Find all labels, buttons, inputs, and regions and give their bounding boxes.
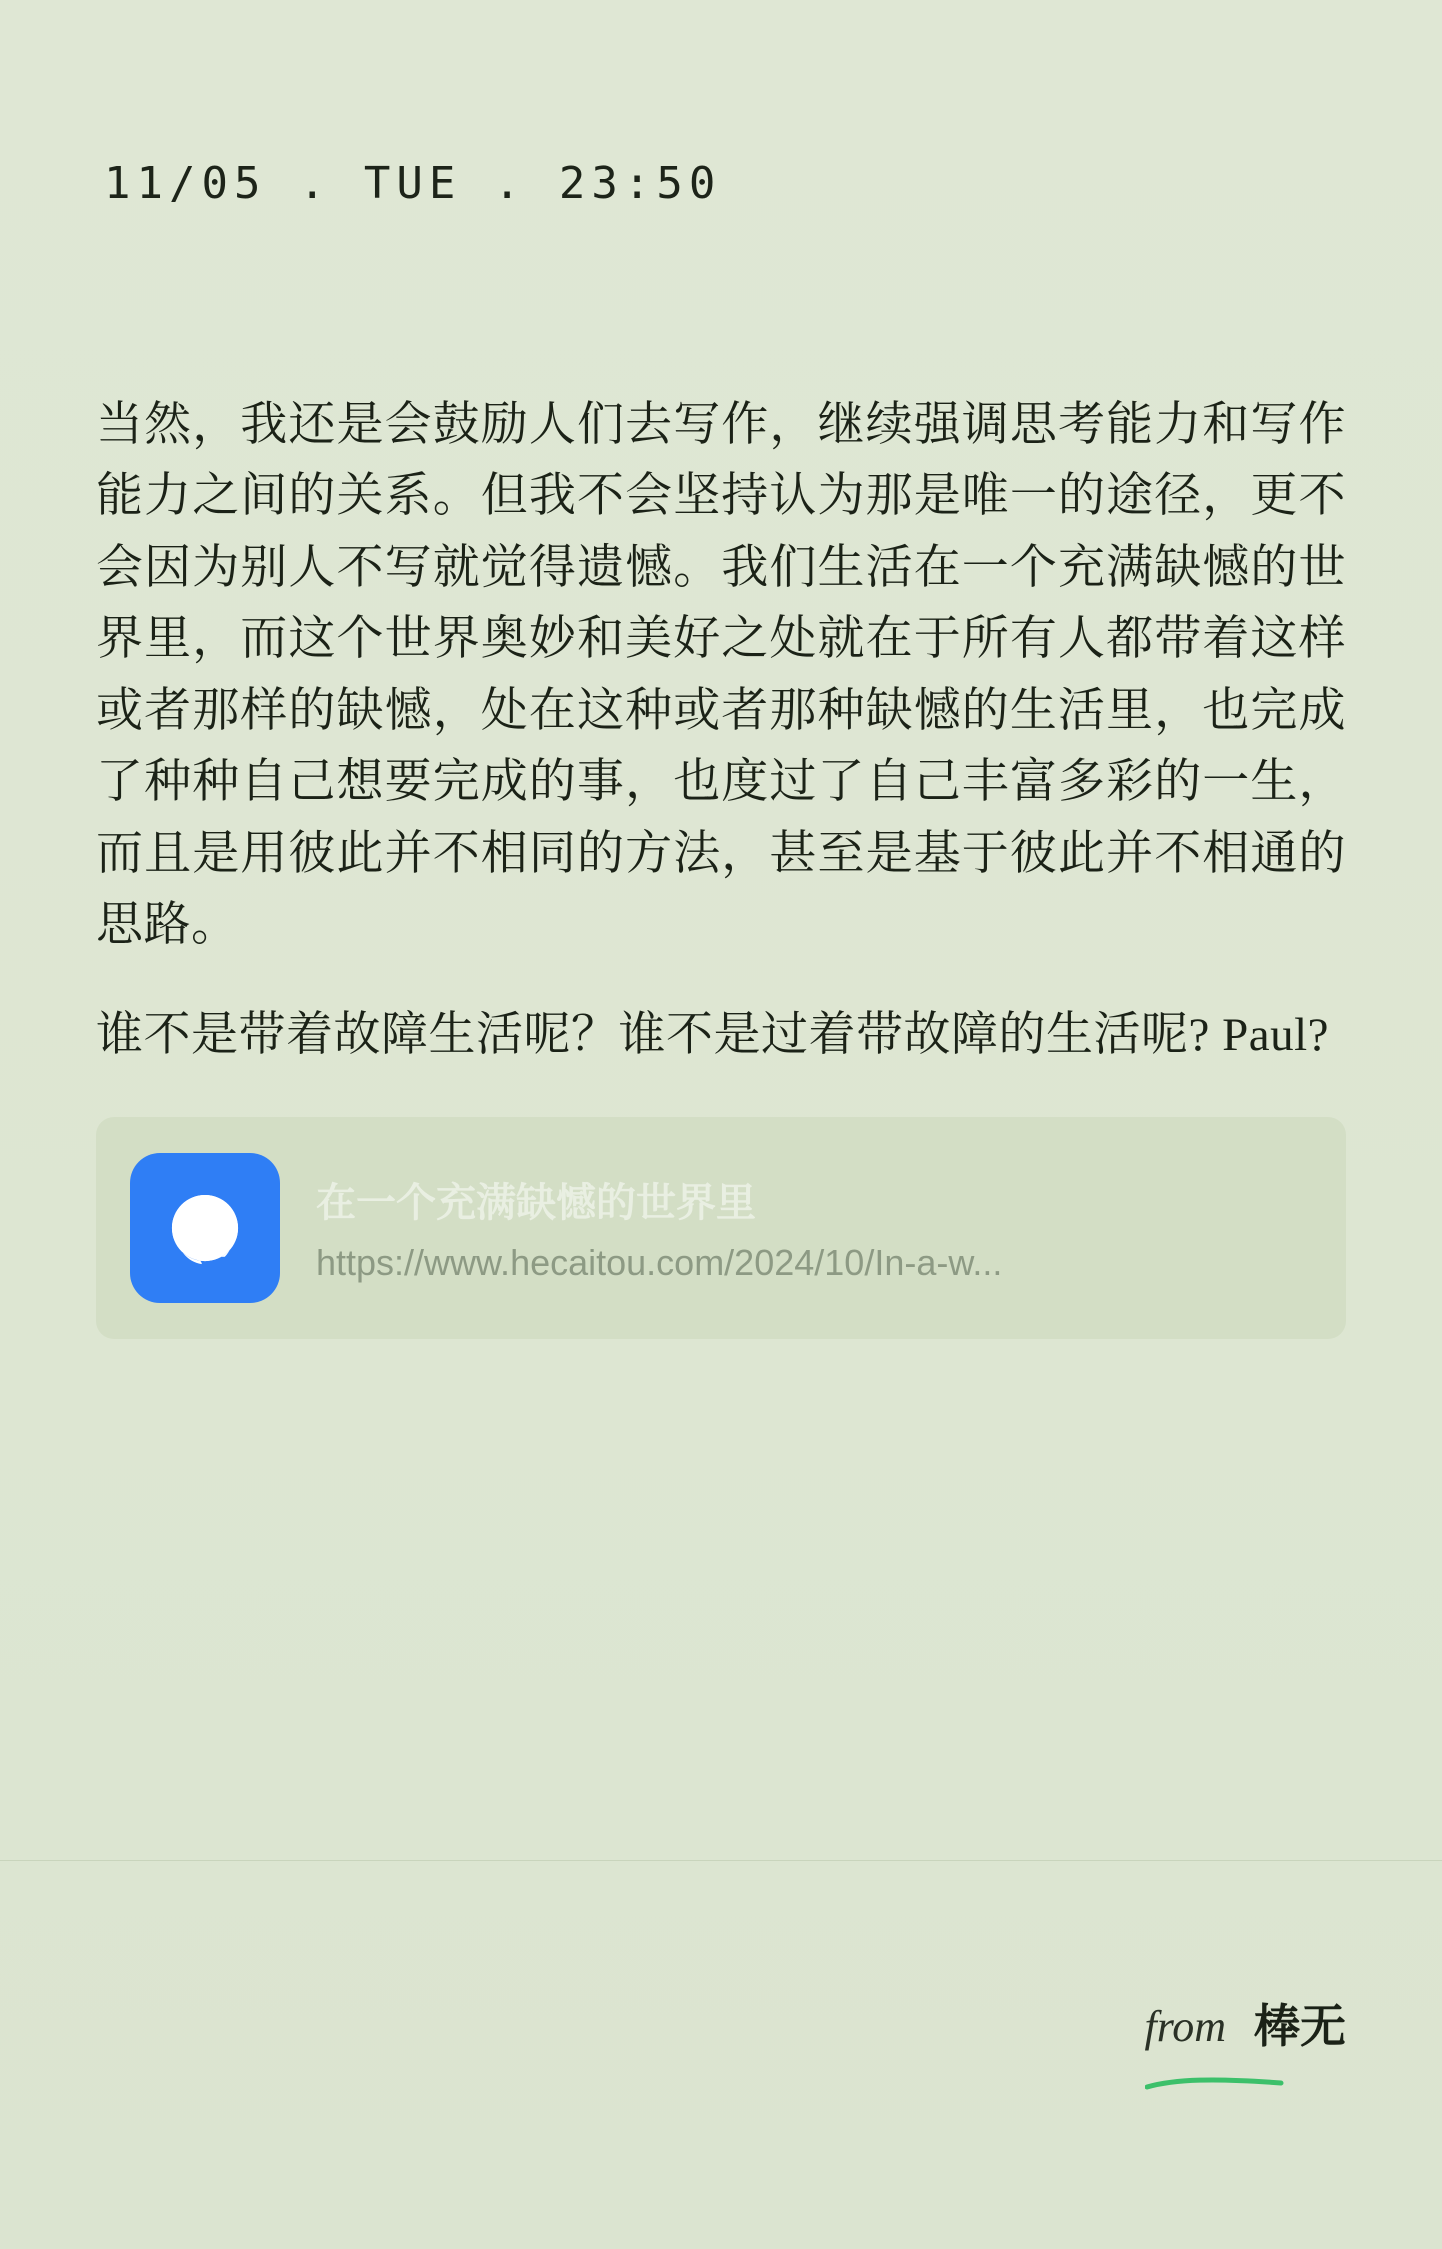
- footer-divider: [0, 1860, 1442, 1861]
- link-url[interactable]: https://www.hecaitou.com/2024/10/In-a-w...: [316, 1242, 1003, 1284]
- globe-icon: [130, 1153, 280, 1303]
- footer-underline-stroke: [1145, 2050, 1227, 2062]
- article-content: [96, 390, 1346, 1339]
- timestamp: 11/05 . TUE . 23:50: [104, 158, 722, 209]
- paragraph: 谁不是带着故障生活呢？谁不是过着带故障的生活呢? Paul?: [96, 1008, 1330, 1061]
- footer-from-label: [1145, 2001, 1227, 2062]
- link-title: 在一个充满缺憾的世界里: [316, 1181, 756, 1226]
- link-preview-text: [316, 1171, 1312, 1284]
- paragraph: 当然，我还是会鼓励人们去写作，继续强调思考能力和写作能力之间的关系。但我不会坚持认为那是唯一的途径，更不会因为别人不写就觉得遗憾。我们生活在一个充满缺憾的世界里，而这个世界奥妙和美好之处就在于所有人都带着这样或者那样的缺憾，处在这种或者那种缺憾的生活里，也完成了种种自己想要完成的事，也度过了自己丰富多彩的一生，而且是用彼此并不相同的方法，甚至是基于彼此并不相通的思路。: [96, 399, 1346, 952]
- footer-from-text: from: [1144, 2002, 1226, 2051]
- link-preview-card[interactable]: [96, 1117, 1346, 1339]
- footer-brand: 棒无: [1254, 2000, 1346, 2052]
- footer: [1145, 1990, 1347, 2062]
